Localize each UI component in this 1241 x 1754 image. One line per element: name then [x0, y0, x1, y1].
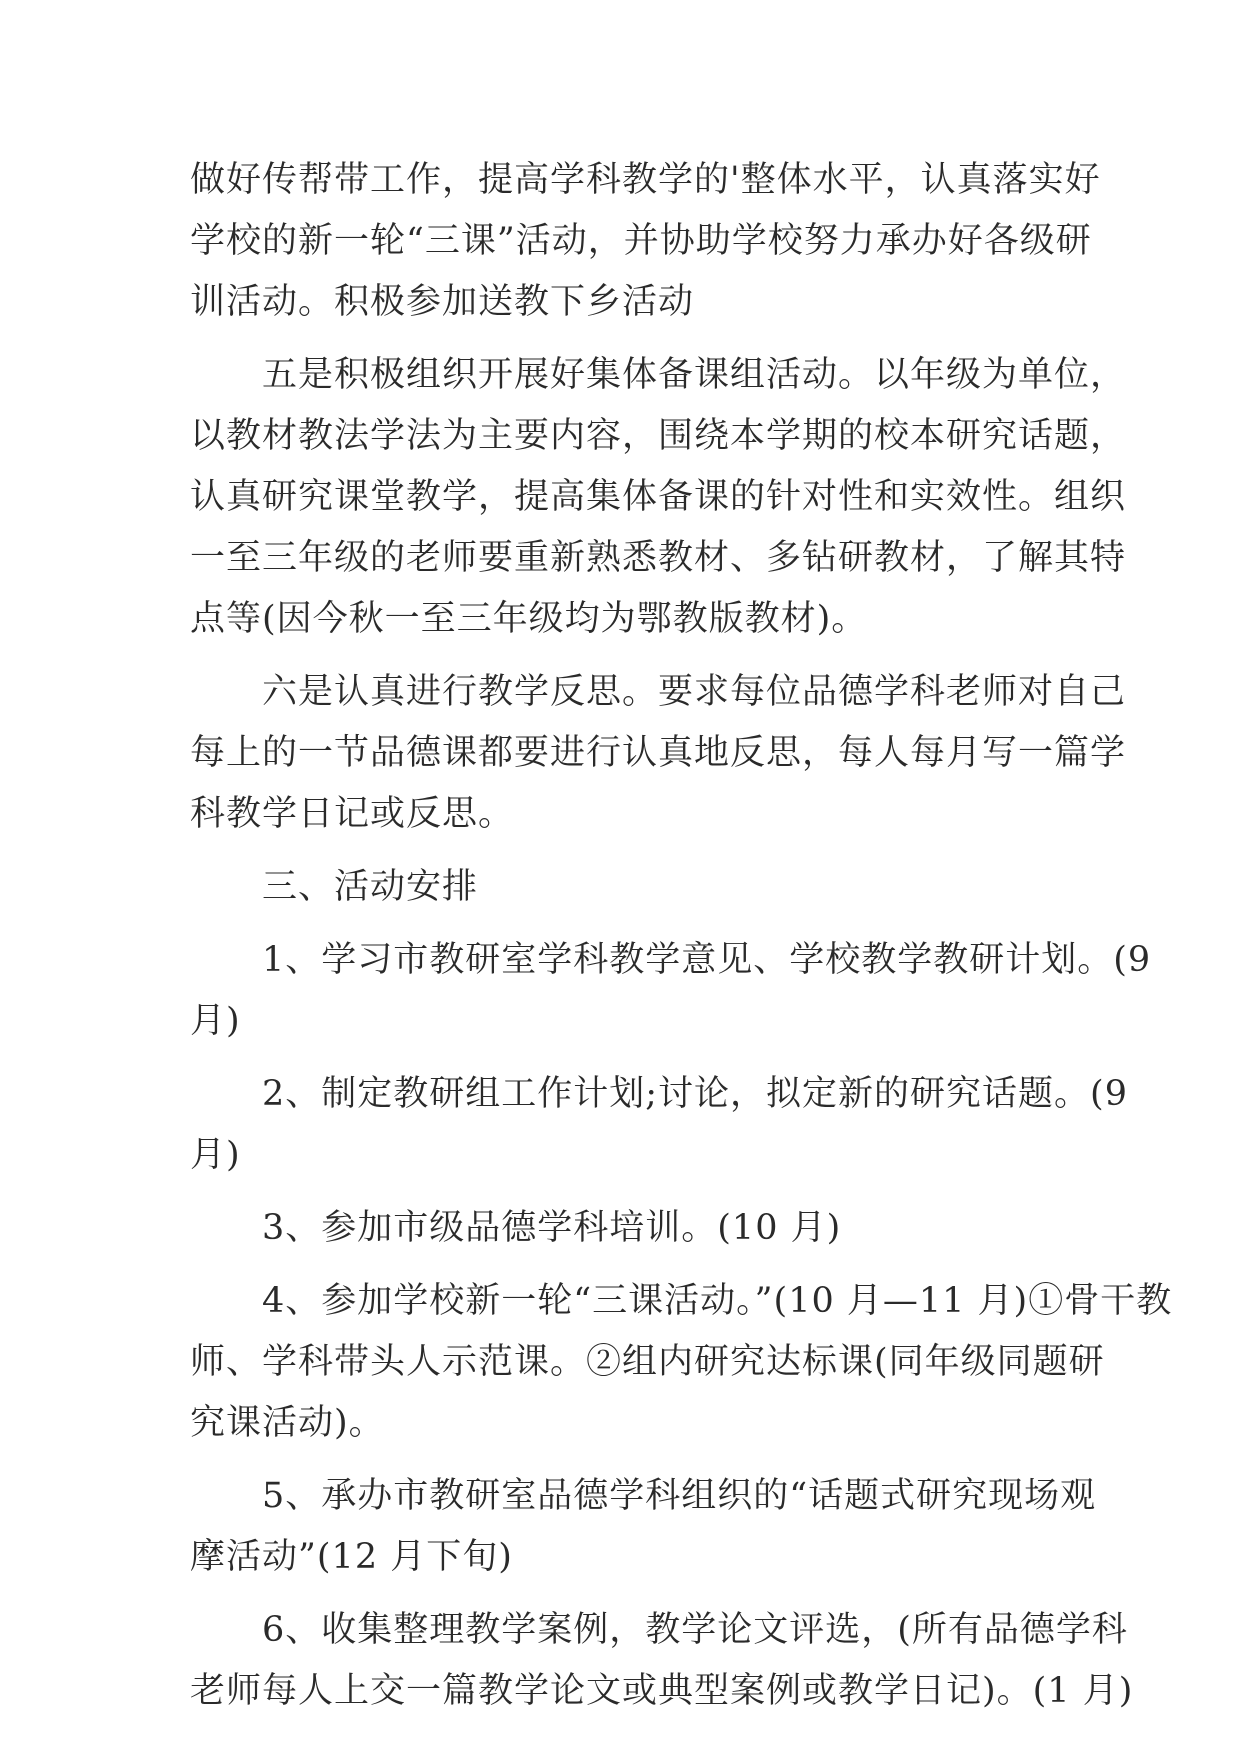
text-line: 4、参加学校新一轮“三课活动。”(10 月—11 月)①骨干教 — [190, 1281, 1173, 1321]
text-line: 每上的一节品德课都要进行认真地反思，每人每月写一篇学 — [190, 733, 1127, 773]
text-line: 三、活动安排 — [190, 867, 479, 907]
document-body — [190, 150, 1173, 1722]
text-line: 学校的新一轮“三课”活动，并协助学校努力承办好各级研 — [190, 221, 1092, 261]
text-line: 2、制定教研组工作计划;讨论，拟定新的研究话题。(9 — [190, 1074, 1128, 1114]
text-line: 认真研究课堂教学，提高集体备课的针对性和实效性。组织 — [190, 477, 1127, 517]
text-line: 科教学日记或反思。 — [190, 794, 515, 834]
list-item — [190, 1600, 1134, 1722]
text-line: 训活动。积极参加送教下乡活动 — [190, 282, 695, 322]
list-item — [190, 930, 1152, 1052]
paragraph — [190, 150, 1101, 333]
text-line: 6、收集整理教学案例，教学论文评选，(所有品德学科 — [190, 1610, 1128, 1650]
text-line: 老师每人上交一篇教学论文或典型案例或教学日记)。(1 月) — [190, 1671, 1134, 1711]
text-line: 究课活动)。 — [190, 1403, 385, 1443]
text-line: 点等(因今秋一至三年级均为鄂教版教材)。 — [190, 599, 868, 639]
list-item — [190, 1198, 1055, 1259]
section-heading — [190, 857, 1055, 918]
text-line: 做好传帮带工作，提高学科教学的'整体水平，认真落实好 — [190, 160, 1101, 200]
text-line: 月) — [190, 1001, 241, 1041]
text-line: 月) — [190, 1135, 241, 1175]
paragraph — [190, 662, 1127, 845]
list-item — [190, 1466, 1097, 1588]
text-line: 5、承办市教研室品德学科组织的“话题式研究现场观 — [190, 1476, 1097, 1516]
paragraph — [190, 345, 1127, 650]
list-item — [190, 1064, 1128, 1186]
text-line: 3、参加市级品德学科培训。(10 月) — [190, 1208, 842, 1248]
text-line: 1、学习市教研室学科教学意见、学校教学教研计划。(9 — [190, 940, 1152, 980]
text-line: 六是认真进行教学反思。要求每位品德学科老师对自己 — [190, 672, 1127, 712]
text-line: 一至三年级的老师要重新熟悉教材、多钻研教材，了解其特 — [190, 538, 1127, 578]
text-line: 以教材教法学法为主要内容，围绕本学期的校本研究话题， — [190, 416, 1127, 456]
text-line: 师、学科带头人示范课。②组内研究达标课(同年级同题研 — [190, 1342, 1105, 1382]
text-line: 摩活动”(12 月下旬) — [190, 1537, 513, 1577]
text-line: 五是积极组织开展好集体备课组活动。以年级为单位， — [190, 355, 1127, 395]
list-item — [190, 1271, 1173, 1454]
